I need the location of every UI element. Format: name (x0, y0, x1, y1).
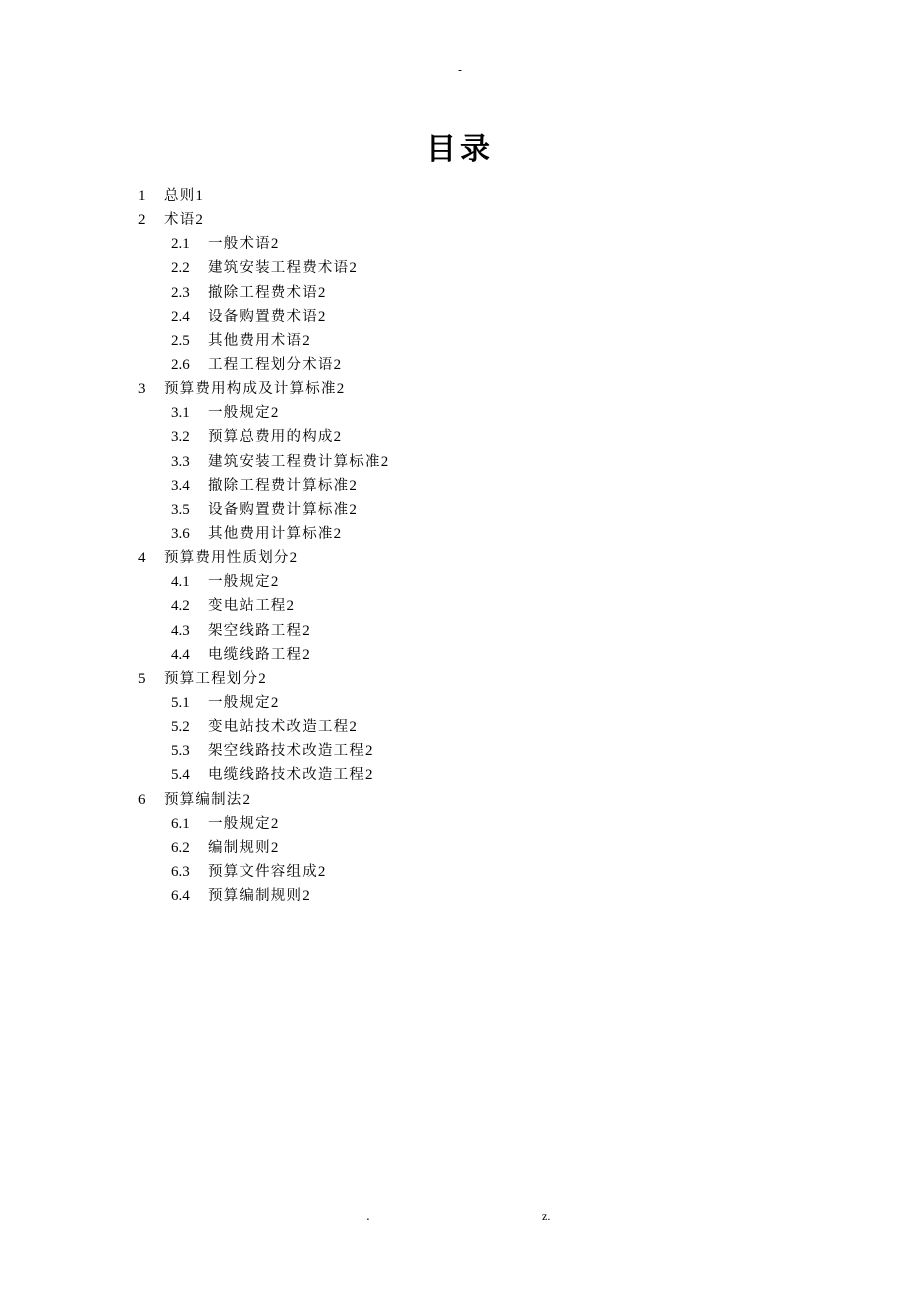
toc-entry-number: 2.5 (171, 332, 190, 349)
toc-entry-page: 2 (289, 550, 298, 567)
toc-entry-page: 2 (349, 501, 357, 518)
toc-entry-page: 2 (333, 356, 342, 373)
toc-entry[interactable] (138, 884, 838, 908)
toc-entry-title: 建筑安装工程费术语 (208, 260, 350, 277)
toc-entry-page: 2 (317, 284, 326, 301)
toc-entry[interactable] (138, 594, 838, 618)
table-of-contents (138, 184, 838, 908)
toc-entry-page: 2 (270, 236, 279, 253)
toc-entry-number: 3.1 (171, 405, 190, 422)
toc-entry-page: 2 (270, 694, 279, 711)
toc-entry-title: 预算编制法 (164, 791, 243, 808)
toc-entry-number: 3.2 (171, 429, 190, 446)
toc-entry[interactable] (138, 256, 838, 280)
toc-entry-number: 2.6 (171, 356, 190, 373)
toc-entry-title: 一般术语 (208, 236, 271, 253)
toc-entry-page: 2 (270, 574, 279, 591)
toc-entry-page: 2 (380, 453, 389, 470)
toc-entry[interactable] (138, 232, 838, 256)
toc-entry[interactable] (138, 401, 838, 425)
toc-entry-title: 架空线路技术改造工程 (208, 743, 365, 760)
toc-entry-title: 一般规定 (208, 815, 271, 832)
toc-entry-number: 5 (138, 670, 146, 687)
toc-entry-page: 2 (302, 888, 310, 905)
toc-entry-page: 2 (365, 743, 373, 760)
toc-entry-title: 预算编制规则 (208, 888, 303, 905)
toc-entry-number: 4.2 (171, 598, 190, 615)
toc-entry-title: 术语 (164, 212, 196, 229)
toc-entry-page: 2 (195, 212, 203, 229)
toc-entry-number: 2.3 (171, 284, 190, 301)
toc-entry-title: 电缆线路技术改造工程 (208, 767, 365, 784)
toc-entry-page: 2 (333, 429, 342, 446)
toc-entry[interactable] (138, 860, 838, 884)
toc-entry-number: 5.3 (171, 743, 190, 760)
toc-entry[interactable] (138, 474, 838, 498)
toc-entry-title: 其他费用计算标准 (208, 525, 334, 542)
toc-entry-title: 工程工程划分术语 (208, 356, 334, 373)
toc-entry[interactable] (138, 498, 838, 522)
toc-entry-page: 1 (195, 188, 203, 204)
toc-entry-page: 2 (286, 598, 294, 615)
toc-entry-number: 2.1 (171, 236, 190, 253)
toc-entry-title: 撤除工程费计算标准 (208, 477, 350, 494)
toc-entry[interactable] (138, 836, 838, 860)
footer-right-mark: z. (542, 1209, 551, 1223)
toc-entry-number: 1 (138, 188, 146, 204)
page-title: 目录 (426, 132, 494, 167)
toc-entry[interactable] (138, 329, 838, 353)
toc-entry-page: 2 (349, 260, 357, 277)
toc-entry-title: 其他费用术语 (208, 332, 303, 349)
toc-entry[interactable] (138, 425, 838, 449)
toc-entry-page: 2 (242, 791, 250, 808)
toc-entry[interactable] (138, 812, 838, 836)
toc-entry-page: 2 (365, 767, 373, 784)
toc-entry[interactable] (138, 522, 838, 546)
toc-entry[interactable] (138, 619, 838, 643)
toc-entry[interactable] (138, 788, 838, 812)
toc-entry[interactable] (138, 450, 838, 474)
toc-entry-title: 一般规定 (208, 405, 271, 422)
toc-entry-title: 变电站工程 (208, 598, 287, 615)
toc-entry-number: 5.1 (171, 694, 190, 711)
toc-entry-page: 2 (270, 815, 279, 832)
toc-entry[interactable] (138, 305, 838, 329)
toc-entry-title: 电缆线路工程 (208, 646, 303, 663)
toc-entry[interactable] (138, 570, 838, 594)
toc-entry-title: 建筑安装工程费计算标准 (208, 453, 381, 470)
toc-entry-page: 2 (302, 622, 310, 639)
toc-entry-title: 架空线路工程 (208, 622, 303, 639)
toc-entry-page: 2 (336, 381, 345, 398)
toc-entry-number: 2 (138, 212, 146, 229)
toc-entry[interactable] (138, 715, 838, 739)
toc-entry-number: 6.1 (171, 815, 190, 832)
toc-entry[interactable] (138, 643, 838, 667)
toc-entry-title: 设备购置费计算标准 (208, 501, 350, 518)
toc-entry-title: 变电站技术改造工程 (208, 719, 350, 736)
toc-entry[interactable] (138, 546, 838, 570)
toc-entry-title: 一般规定 (208, 574, 271, 591)
toc-entry-number: 4.1 (171, 574, 190, 591)
toc-entry-title: 预算工程划分 (164, 670, 259, 687)
toc-entry-number: 4 (138, 550, 146, 567)
toc-entry-number: 2.4 (171, 308, 190, 325)
toc-entry-title: 预算文件容组成 (208, 863, 318, 880)
toc-entry-page: 2 (302, 332, 310, 349)
toc-entry[interactable] (138, 667, 838, 691)
toc-entry-title: 总则 (164, 188, 196, 204)
toc-entry-title: 预算总费用的构成 (208, 429, 334, 446)
toc-entry-page: 2 (270, 839, 279, 856)
toc-entry-number: 6.4 (171, 888, 190, 905)
toc-entry-title: 预算费用构成及计算标准 (164, 381, 337, 398)
toc-entry[interactable] (138, 739, 838, 763)
toc-entry-title: 一般规定 (208, 694, 271, 711)
toc-entry-title: 设备购置费术语 (208, 308, 318, 325)
toc-entry-number: 5.4 (171, 767, 190, 784)
toc-entry-page: 2 (317, 308, 326, 325)
toc-entry[interactable] (138, 184, 838, 208)
toc-entry-number: 4.3 (171, 622, 190, 639)
toc-entry-number: 5.2 (171, 719, 190, 736)
toc-entry-number: 3.6 (171, 525, 190, 542)
toc-entry-title: 撤除工程费术语 (208, 284, 318, 301)
toc-entry-number: 3.4 (171, 477, 190, 494)
toc-entry-number: 6.3 (171, 863, 190, 880)
toc-entry-page: 2 (333, 525, 342, 542)
toc-entry-number: 6.2 (171, 839, 190, 856)
toc-entry-title: 编制规则 (208, 839, 271, 856)
toc-entry[interactable] (138, 377, 838, 401)
footer-left-mark: . (366, 1209, 370, 1223)
toc-entry[interactable] (138, 353, 838, 377)
toc-entry-page: 2 (349, 719, 357, 736)
toc-entry-number: 2.2 (171, 260, 190, 277)
toc-entry[interactable] (138, 691, 838, 715)
toc-entry-page: 2 (302, 646, 310, 663)
toc-entry-title: 预算费用性质划分 (164, 550, 290, 567)
header-mark: - (457, 63, 463, 77)
toc-entry-page: 2 (270, 405, 279, 422)
toc-entry[interactable] (138, 763, 838, 787)
toc-entry[interactable] (138, 281, 838, 305)
toc-entry[interactable] (138, 208, 838, 232)
toc-entry-page: 2 (317, 863, 326, 880)
toc-entry-number: 4.4 (171, 646, 190, 663)
toc-entry-number: 3 (138, 381, 146, 398)
toc-entry-page: 2 (258, 670, 266, 687)
toc-entry-number: 6 (138, 791, 146, 808)
toc-entry-page: 2 (349, 477, 357, 494)
toc-entry-number: 3.5 (171, 501, 190, 518)
toc-entry-number: 3.3 (171, 453, 190, 470)
